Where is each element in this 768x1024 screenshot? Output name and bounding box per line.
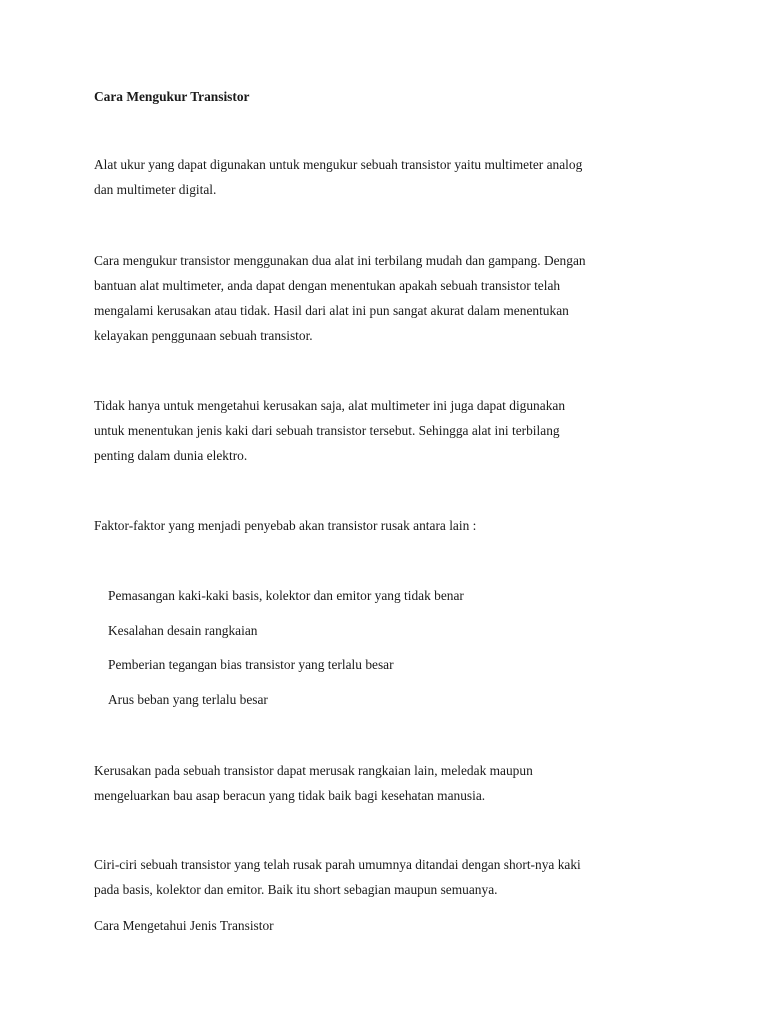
paragraph-3-line-3: penting dalam dunia elektro. [94,448,248,463]
paragraph-2-line-4: kelayakan penggunaan sebuah transistor. [94,328,313,343]
document-title: Cara Mengukur Transistor [94,89,250,104]
paragraph-2-line-1: Cara mengukur transistor menggunakan dua alat ini terbilang mudah dan gampang. Dengan [94,253,586,268]
paragraph-1-line-1: Alat ukur yang dapat digunakan untuk mengukur sebuah transistor yaitu multimeter analog [94,157,583,172]
paragraph-5-line-1: Kerusakan pada sebuah transistor dapat merusak rangkaian lain, meledak maupun [94,763,533,778]
list-item-1: Pemasangan kaki-kaki basis, kolektor dan emitor yang tidak benar [108,588,464,603]
paragraph-3-line-1: Tidak hanya untuk mengetahui kerusakan saja, alat multimeter ini juga dapat digunakan [94,398,566,413]
paragraph-6-line-1: Ciri-ciri sebuah transistor yang telah rusak parah umumnya ditandai dengan short-nya kaki [94,857,581,872]
paragraph-4-line-1: Faktor-faktor yang menjadi penyebab akan transistor rusak antara lain : [94,518,477,533]
paragraph-3-line-2: untuk menentukan jenis kaki dari sebuah transistor tersebut. Sehingga alat ini terbilang [94,423,560,438]
paragraph-2-line-2: bantuan alat multimeter, anda dapat dengan menentukan apakah sebuah transistor telah [94,278,561,293]
list-item-3: Pemberian tegangan bias transistor yang terlalu besar [108,657,394,672]
list-item-2: Kesalahan desain rangkaian [108,623,258,638]
list-item-4: Arus beban yang terlalu besar [108,692,268,707]
paragraph-5-line-2: mengeluarkan bau asap beracun yang tidak baik bagi kesehatan manusia. [94,788,486,803]
subheading: Cara Mengetahui Jenis Transistor [94,918,274,933]
paragraph-6-line-2: pada basis, kolektor dan emitor. Baik itu short sebagian maupun semuanya. [94,882,498,897]
paragraph-2-line-3: mengalami kerusakan atau tidak. Hasil dari alat ini pun sangat akurat dalam menentukan [94,303,569,318]
paragraph-1-line-2: dan multimeter digital. [94,182,217,197]
